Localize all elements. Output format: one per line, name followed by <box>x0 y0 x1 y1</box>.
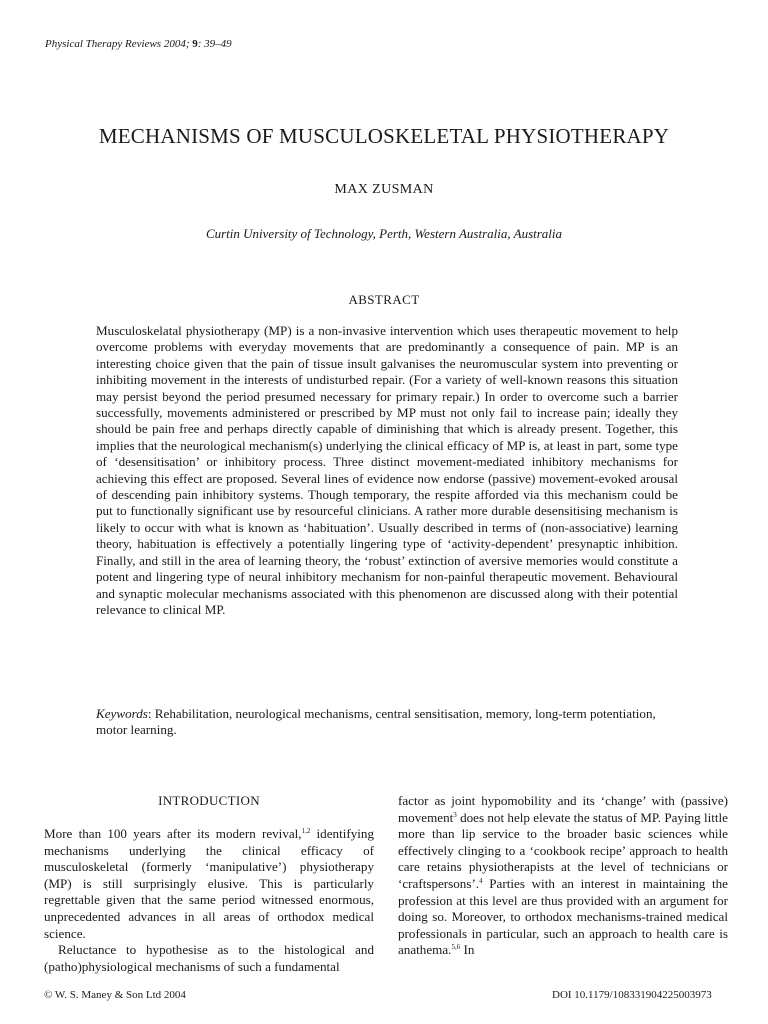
abstract-body: Musculoskelatal physiotherapy (MP) is a non-invasive intervention which uses therapeutic movement to help overcome problems with everyday movements that are predominantly a consequence of pain. MP is an interesting choice given that the pain of tissue insult galvanises the neuromuscular system into preventing or inhibiting movement in the interests of undisturbed repair. (For a variety of well-known reasons this situation may persist beyond the period presumed necessary for primary repair.) In order to overcome such a barrier successfully, movements administered or prescribed by MP must not only fail to increase pain; ideally they should be pain free and perhaps directly capable of diminishing that which is already present. Together, this implies that the neurological mechanism(s) underlying the clinical efficacy of MP is, at least in part, some type of ‘desensitisation’ or inhibitory process. Three distinct movement-mediated inhibitory mechanisms for achieving this effect are proposed. Several lines of evidence now endorse (passive) movement-evoked arousal of descending pain inhibitory systems. Though temporary, the respite afforded via this mechanism could be put to functionally significant use by resourceful clinicians. A rather more durable desensitising mechanism is likely to occur with what is known as ‘habituation’. Usually described in terms of (non-associative) learning theory, habituation is effectively a potentially lingering type of ‘activity-dependent’ presynaptic inhibition. Finally, and still in the area of learning theory, the ‘robust’ extinction of aversive memories would constitute a potent and lingering type of neural inhibitory mechanism for non-painful therapeutic movement. Behavioural and synaptic molecular mechanisms associated with this phenomenon are discussed along with their potential relevance to clinical MP. <box>96 323 678 617</box>
keywords <box>96 706 678 739</box>
intro-paragraph-continued: factor as joint hypomobility and its ‘change’ with (passive) movement$^3$ does not help elevate the status of MP. Paying little more than lip service to the broader basic sciences while effectively clinging to a ‘cookbook recipe’ approach to health care retains physiotherapists at the level of technicians or ‘craftspersons’.$^4$ Parties with an interest in maintaining the profession at this level are thus provided with an argument for doing so. Moreover, to orthodox mechanisms-trained medical professionals in particular, such an approach to health care is anathema.$^{5,6}$ In <box>398 793 728 958</box>
journal-volume: 9 <box>192 38 198 50</box>
reference-marker: 3 <box>453 810 457 819</box>
author-affiliation: Curtin University of Technology, Perth, Western Australia, Australia <box>205 226 563 241</box>
intro-paragraph-2: Reluctance to hypothesise as to the histological and (patho)physiological mechanisms of such a fundamental <box>44 942 374 974</box>
doi-link[interactable]: DOI 10.1179/108331904225003973 <box>552 989 712 1001</box>
author-name: MAX ZUSMAN <box>334 182 434 197</box>
reference-marker: 4 <box>479 876 483 885</box>
journal-year: 2004; <box>163 38 190 50</box>
introduction-heading: INTRODUCTION <box>158 793 260 808</box>
intro-column-left <box>44 826 374 975</box>
journal-pages: : 39–49 <box>197 38 232 50</box>
intro-paragraph-1: More than 100 years after its modern revival,$^{1,2}$ identifying mechanisms underlying the clinical efficacy of musculoskeletal (formerly ‘manipulative’) physiotherapy (MP) is still surprisingly elusive. This is particularly regrettable given that the same period witnessed enormous, unprecedented advances in all areas of orthodox medical science. <box>44 826 375 941</box>
keywords-label: Keywords <box>96 706 148 721</box>
paper-title: MECHANISMS OF MUSCULOSKELETAL PHYSIOTHERAPY <box>98 124 670 148</box>
journal-citation <box>45 38 232 50</box>
keywords-list: : Rehabilitation, neurological mechanisms, central sensitisation, memory, long-term potentiation, motor learning. <box>96 706 656 738</box>
reference-marker: 5,6 <box>451 943 461 952</box>
abstract-heading: ABSTRACT <box>348 292 420 307</box>
reference-marker: 1,2 <box>301 827 311 835</box>
journal-name: Physical Therapy Reviews <box>45 38 162 50</box>
intro-column-right <box>398 793 728 959</box>
copyright-notice: © W. S. Maney & Son Ltd 2004 <box>44 989 186 1001</box>
